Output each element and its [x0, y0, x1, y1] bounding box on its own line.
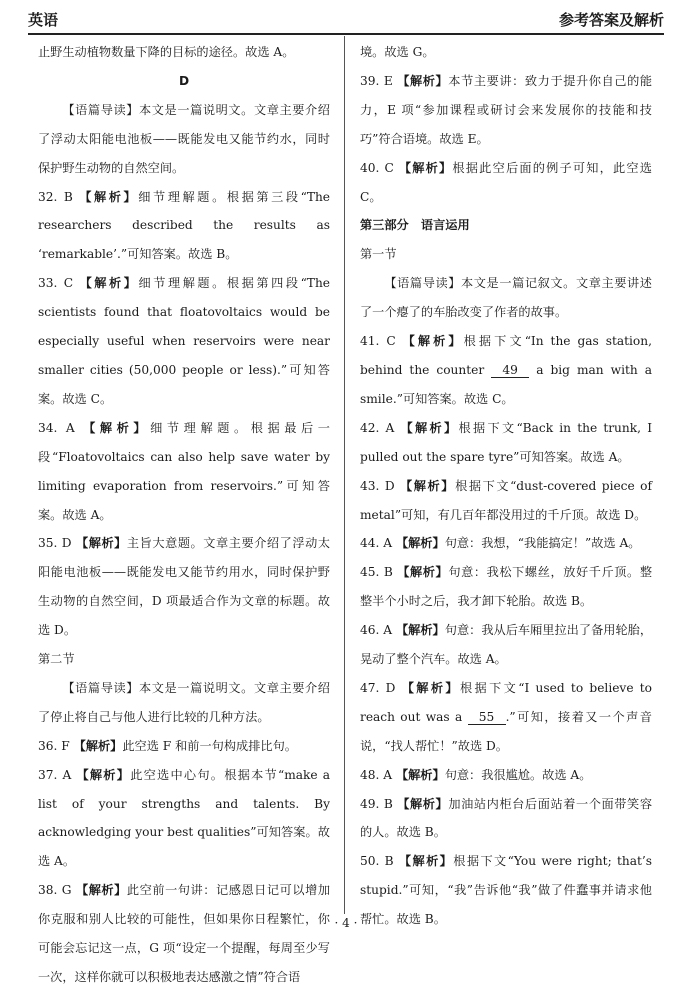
answer-item: [360, 790, 652, 848]
right-column: [360, 38, 652, 934]
answer-number: 32. B: [38, 189, 73, 204]
answer-item: [360, 154, 652, 212]
column-divider: [344, 36, 345, 914]
text-line: 第一节: [360, 247, 397, 262]
analysis-tag: 【解析】: [397, 796, 449, 811]
answer-item: [360, 674, 652, 761]
analysis-tag: 【解析】: [73, 738, 123, 753]
analysis-tag: 【解析】: [75, 883, 127, 898]
answer-explanation: 句意：我松下螺丝，放好千斤顶。整整半个小时之后，我才卸下轮胎。故选 B。: [360, 565, 653, 609]
analysis-tag: 【解析】: [401, 680, 460, 695]
page-number: · 4 ·: [334, 916, 358, 930]
answer-item: [360, 414, 652, 472]
answer-item: [38, 269, 330, 414]
answer-number: 37. A: [38, 767, 72, 782]
answer-explanation: a big man with a smile.”可知答案。故选 C。: [360, 362, 652, 406]
answer-explanation: 句意：我想，“我能搞定！”故选 A。: [444, 536, 641, 551]
page-header: [28, 4, 664, 35]
text-line: 止野生动植物数量下降的目标的途径。故选 A。: [38, 45, 295, 59]
answer-number: 47. D: [360, 680, 396, 695]
analysis-tag: 【解析】: [398, 854, 454, 869]
section-heading: D: [178, 73, 190, 88]
answer-number: 38. G: [38, 883, 72, 898]
answer-number: 36. F: [38, 738, 70, 753]
answer-item: [360, 472, 652, 530]
answer-explanation: 细节理解题。根据第四段“The scientists found that floatovoltaics would be especially useful when reservoirs were near smaller cities (50,000 people or less).”可知答案。故选 C。: [38, 276, 330, 406]
answer-item: [38, 761, 330, 877]
answer-explanation: 加油站内柜台后面站着一个面带笑容的人。故选 B。: [360, 796, 653, 840]
header-title: 参考答案及解析: [558, 11, 664, 29]
answer-number: 35. D: [38, 536, 72, 551]
answer-number: 46. A: [360, 623, 393, 638]
answer-number: 43. D: [360, 478, 395, 493]
part-heading: 第三部分 语言运用: [360, 218, 470, 233]
answer-number: 49. B: [360, 796, 393, 811]
answer-number: 44. A: [360, 536, 393, 551]
answer-explanation: 根据下文“In the gas station, behind the counter: [360, 334, 652, 377]
analysis-tag: 【解析】: [79, 189, 139, 204]
answer-item: [360, 67, 652, 154]
answer-number: 33. C: [38, 276, 74, 291]
answer-item: [360, 327, 652, 414]
analysis-tag: 【解析】: [402, 334, 464, 349]
answer-explanation: 根据下文“Back in the trunk, I pulled out the spare tyre”可知答案。故选 A。: [360, 420, 653, 464]
answer-item: [360, 558, 652, 616]
answer-item: [38, 414, 330, 530]
blank-number: 49: [491, 363, 529, 378]
analysis-tag: 【解析】: [395, 767, 445, 782]
analysis-tag: 【解析】: [395, 623, 445, 638]
analysis-tag: 【解析】: [76, 767, 131, 782]
answer-explanation: 根据下文“You were right; that’s stupid.”可知，“我”告诉他“我”做了件蠢事并请求他帮忙。故选 B。: [360, 854, 652, 927]
answer-explanation: 主旨大意题。文章主要介绍了浮动太阳能电池板——既能发电又能节约用水，同时保护野生动物的自然空间，D 项最适合作为文章的标题。故选 D。: [38, 536, 331, 638]
answer-item: [360, 616, 652, 674]
answer-explanation: 此空前一句讲：记感恩日记可以增加你克服和别人比较的可能性，但如果你日程繁忙，你可能会忘记这一点，G 项“设定一个提醒，每周至少写一次，这样你就可以积极地表达感激之情”符合语: [38, 883, 331, 984]
answer-explanation: .”可知，接着又一个声音说，“找人帮忙！”故选 D。: [360, 709, 652, 753]
answer-number: 42. A: [360, 420, 395, 435]
answer-item: [38, 183, 330, 270]
answer-number: 50. B: [360, 854, 394, 869]
answer-explanation: 句意：我很尴尬。故选 A。: [444, 767, 592, 782]
analysis-tag: 【解析】: [398, 160, 453, 175]
answer-number: 34. A: [38, 420, 75, 435]
answer-number: 45. B: [360, 565, 393, 580]
left-column: [38, 38, 330, 992]
blank-number: 55: [468, 710, 506, 725]
answer-number: 39. E: [360, 73, 393, 88]
answer-explanation: 细节理解题。根据最后一段“Floatovoltaics can also help save water by limiting evaporation from reservoirs.”可知答案。故选 A。: [38, 420, 330, 522]
answer-number: 40. C: [360, 160, 394, 175]
analysis-tag: 【解析】: [395, 536, 445, 551]
subject-label: 英语: [28, 11, 59, 29]
analysis-tag: 【解析】: [400, 420, 459, 435]
answer-explanation: 根据下文“I used to believe to reach out was a: [360, 680, 653, 724]
analysis-tag: 【解析】: [397, 73, 449, 88]
analysis-tag: 【解析】: [83, 420, 151, 435]
passage-guide: 【语篇导读】本文是一篇说明文。文章主要介绍了停止将自己与他人进行比较的几种方法。: [38, 680, 330, 724]
answer-item: [38, 529, 330, 645]
answer-item: [360, 529, 652, 558]
answer-number: 41. C: [360, 334, 396, 349]
answer-explanation: 本节主要讲：致力于提升你自己的能力，E 项“参加课程或研讨会来发展你的技能和技巧”符合语境。故选 E。: [360, 73, 653, 146]
answer-explanation: 根据下文“dust-covered piece of metal”可知，有几百年都没用过的千斤顶。故选 D。: [360, 478, 653, 522]
answer-explanation: 此空选 F 和前一句构成排比句。: [122, 738, 297, 753]
text-line: 第二节: [38, 652, 75, 667]
passage-guide: 【语篇导读】本文是一篇说明文。文章主要介绍了浮动太阳能电池板——既能发电又能节约水，同时保护野生动物的自然空间。: [38, 102, 330, 175]
answer-item: [38, 732, 330, 761]
answer-explanation: 细节理解题。根据第三段“The researchers described the results as ‘remarkable’.”可知答案。故选 B。: [38, 189, 331, 262]
answer-explanation: 此空选中心句。根据本节“make a list of your strengths and talents. By acknowledging your best qualities”可知答案。故选 A。: [38, 767, 331, 869]
answer-number: 48. A: [360, 767, 393, 782]
passage-guide: 【语篇导读】本文是一篇记叙文。文章主要讲述了一个瘪了的车胎改变了作者的故事。: [360, 276, 652, 320]
answer-explanation: 句意：我从后车厢里拉出了备用轮胎，晃动了整个汽车。故选 A。: [360, 623, 653, 667]
text-line: 境。故选 G。: [360, 45, 435, 59]
answer-item: [38, 876, 330, 992]
answer-item: [360, 761, 652, 790]
analysis-tag: 【解析】: [79, 276, 139, 291]
analysis-tag: 【解析】: [397, 565, 449, 580]
answer-explanation: 根据此空后面的例子可知，此空选 C。: [360, 160, 652, 204]
analysis-tag: 【解析】: [400, 478, 456, 493]
analysis-tag: 【解析】: [76, 536, 127, 551]
